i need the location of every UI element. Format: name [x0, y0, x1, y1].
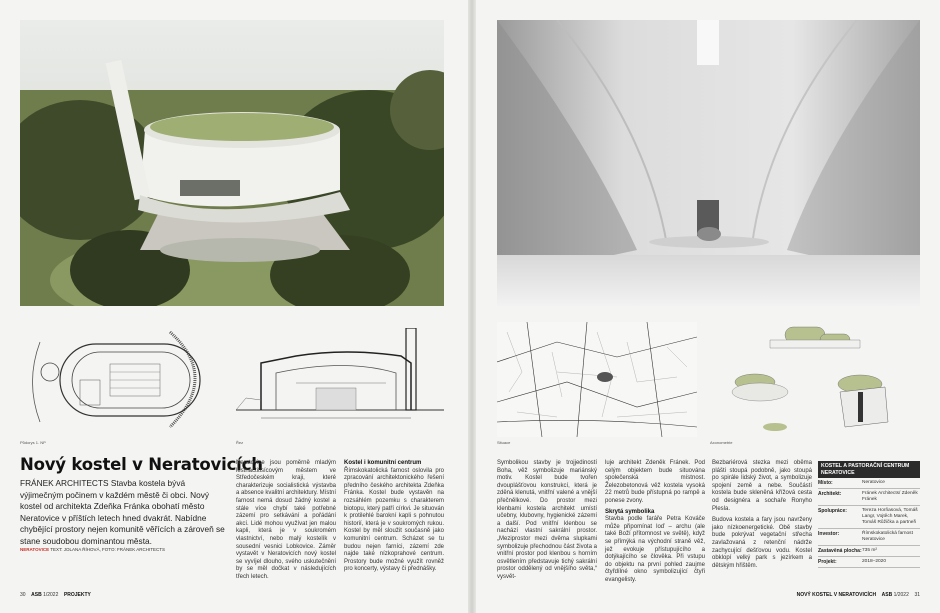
- floor-plan-drawing: [20, 322, 220, 437]
- page-number-right: 31: [914, 592, 920, 598]
- body-column-4-intro: luje architekt Zdeněk Fránek. Pod celým objektem bude situována společenská místnost. Železobetonová věž kostela vysoká 22 metrů bude přístupná po rampě a ponese zvony.: [605, 460, 705, 504]
- spec-key: Místo:: [818, 480, 833, 486]
- body-column-2: [344, 460, 444, 574]
- spine-gutter: [468, 0, 476, 613]
- body-column-5b-text: Budova kostela a fary jsou navrženy jako nízkoenergetické. Obě stavby bude pokrývat vegetační střecha zavlažovaná z retenční nádrže zachycující dešťovou vodu. Kostel obklopí velký park s jezírkem a dětským hřištěm.: [712, 517, 812, 569]
- spec-key: Zastavěná plocha:: [818, 548, 862, 554]
- spec-value: Fránek Architects/ Zdeněk Fránek: [862, 491, 918, 502]
- situation-map: [497, 322, 697, 437]
- caption-axonometry: Axonometrie: [710, 440, 733, 445]
- spec-key: Architekt:: [818, 491, 842, 497]
- spec-row: [818, 529, 920, 546]
- body-column-5: [712, 460, 812, 570]
- magazine-name-right: ASB: [881, 592, 893, 598]
- spec-key: Projekt:: [818, 559, 837, 565]
- body-column-5-text: Bezbariérová stezka mezi oběma plášti stoupá podobně, jako stoupá po spirále lidský život, a symbolizuje spojení země a nebe. Součástí kostela bude skleněná křížová cesta od designéra a sochaře Ronyho Plesla.: [712, 460, 812, 512]
- body-column-4: [605, 460, 705, 585]
- spec-key: Investor:: [818, 531, 840, 537]
- subhead-symbolism: Skrytá symbolika: [605, 508, 655, 515]
- aerial-render-photo: [20, 20, 444, 306]
- spec-row: [818, 489, 920, 506]
- page-number-left: 30: [20, 592, 26, 598]
- spec-value: 735 m²: [862, 548, 877, 553]
- subhead-community: Kostel i komunitní centrum: [344, 460, 422, 466]
- axonometry-drawing: [710, 322, 920, 437]
- footer-right: [797, 592, 920, 598]
- spec-heading: KOSTEL A PASTORAČNÍ CENTRUM NERATOVICE: [818, 461, 920, 478]
- lead-text: Stavba kostela bývá výjimečným počinem v každém městě či obci. Nový kostel od architekta Zdeňka Fránka obohatí město Neratovice v příštích letech hned dvakrát. Nabídne chybějící prostory nejen komunitě věřících a zároveň se stane soudobou dominantou města.: [20, 478, 225, 546]
- project-spec-box: [818, 461, 920, 568]
- spec-row: [818, 546, 920, 557]
- section-name-right: NOVÝ KOSTEL V NERATOVICÍCH: [796, 592, 877, 598]
- body-column-2-text: Římskokatolická farnost oslovila pro zpracování architektonického řešení předního českého architekta Zdeňka Fránka. Kostel bude vystavěn na rozsáhlém pozemku s charakterem biotopu, který patří církvi. Je situován k protilehlé barokní kapli s pohnutou historií, která je v soukromých rukou. Kostel by měl sloužit současně jako komunitní centrum. Scházet se tu budou nejen farníci, zázemí zde najde také nízkoprahové centrum. Prostory bude možné využít rovněž pro koncerty, výstavy či přednášky.: [344, 467, 444, 573]
- lead-firm: FRÁNEK ARCHITECTS: [20, 478, 109, 488]
- magazine-name-left: ASB: [31, 592, 42, 598]
- issue-right: 1/2022: [893, 592, 909, 598]
- spec-row: [818, 557, 920, 568]
- spec-value: 2018–2020: [862, 559, 887, 564]
- article-credit: [20, 547, 165, 552]
- caption-situation: Situace: [497, 440, 511, 445]
- credit-city: NERATOVICE: [20, 547, 50, 552]
- footer-left: [20, 592, 91, 598]
- spec-key: Spolupráce:: [818, 508, 847, 514]
- spec-value: Neratovice: [862, 480, 885, 485]
- article-lead: [20, 478, 225, 547]
- spec-row: [818, 478, 920, 489]
- spec-row: [818, 506, 920, 529]
- body-column-4-text: Stavba podle faráře Petra Kováče může připomínat loď – archu (ale také Boží přítomnost ve světě), když se přímýká na východní straně věž, jež evokuje přístupujícího a dotýkajícího se člověka. Při vstupu do objektu na první pohled zaujme čtyřdílné okno symbolizující čtyři evangelisty.: [605, 516, 705, 583]
- article-title: Nový kostel v Neratovicích: [20, 455, 263, 474]
- body-column-3: Symbolikou stavby je trojjediností Boha, věž symbolizuje mariánský motiv. Kostel bude tvořen dvouplášťovou konstrukcí, která je zděná klenutá, vnitřní valené a vnější přečnělkové. Do prostor mezi klenbami kostela architekt umístí učebny, klubovny, hygienické zázemí a další. Pod vnitřní klenbou se nachází vlastní sakrální prostor. „Meziprostor mezi dvěma slupkami symbolizuje přechodnou část života a vnitřní prostor pod klenbou s horním osvětlením představuje tichý sakrální prostor oddělený od vnějšího světa,“ vysvět-: [497, 460, 597, 580]
- issue-left: 1/2022: [43, 592, 59, 598]
- credit-authors: TEXT: JOLANA ŘÍHOVÁ, FOTO: FRÁNEK ARCHITECTS: [49, 547, 165, 552]
- section-name-left: PROJEKTY: [63, 592, 91, 598]
- caption-plan: Půdorys 1. NP: [20, 440, 46, 445]
- body-column-1: Neratovice jsou poměrně mladým lestnáctitisícovým městem ve Středočeském kraji, které charakterizuje socialistická výstavba a absence kvalitní architektury. Místní farnost nemá dosud žádný kostel a stále více chybí také potřebné zázemí pro setkávání a pořádání akcí. Lidé mohou využívat jen malou kapli, která je v soukromém vlastnictví, nebo malý kostelík v sousední vesnici Lobkovice. Záměr vystavět v Neratovicích nový kostel se vyvíjel dlouho, svého uskutečnění by se měl dočkat v následujících třech letech.: [236, 460, 336, 580]
- interior-render-photo: [497, 20, 920, 306]
- spec-value: Tereza Horňasová, Tomáš Langr, Vojtěch Marek, Tomáš Růžička a partneři: [862, 508, 918, 525]
- caption-section: Řez: [236, 440, 244, 445]
- spec-value: Římskokatolická farnost Neratovice: [862, 531, 913, 542]
- section-drawing: [236, 328, 444, 433]
